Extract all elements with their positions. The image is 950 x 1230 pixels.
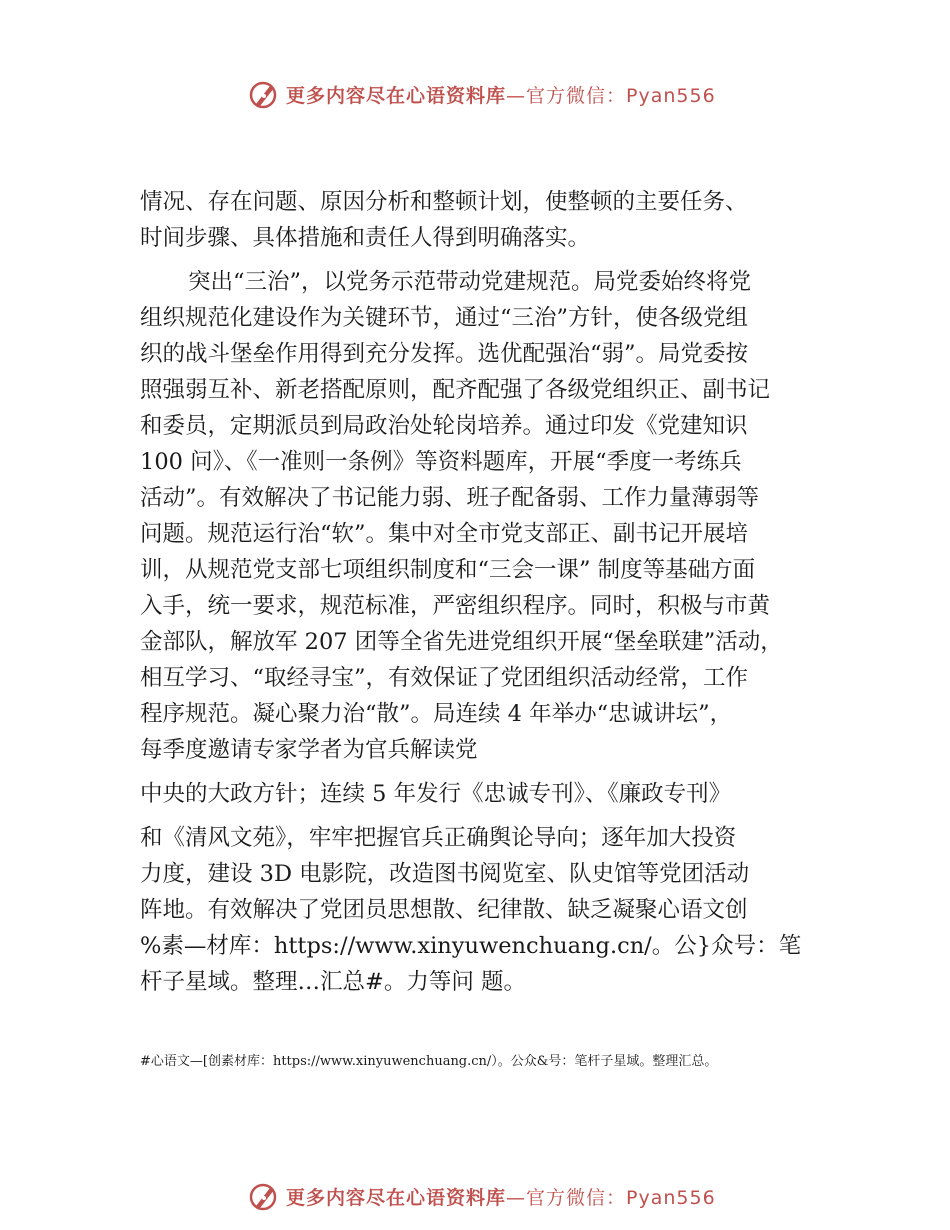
body-line: 金部队，解放军 207 团等全省先进党组织开展“堡垒联建”活动， bbox=[140, 629, 783, 655]
body-line: 时间步骤、具体措施和责任人得到明确落实。 bbox=[140, 225, 591, 251]
body-line: 组织规范化建设作为关键环节，通过“三治”方针，使各级党组 bbox=[140, 305, 749, 331]
pen-nib-logo-icon bbox=[248, 1180, 280, 1212]
header-banner-main: 更多内容尽在心语资料库 bbox=[286, 84, 507, 107]
body-line: 中央的大政方针；连续 5 年发行《忠诚专刊》、《廉政专刊》 bbox=[140, 781, 732, 807]
header-banner-text bbox=[286, 81, 716, 108]
body-line: 和《清风文苑》，牢牢把握官兵正确舆论导向；逐年加大投资 bbox=[140, 825, 737, 851]
body-line: 问题。规范运行治“软”。集中对全市党支部正、副书记开展培 bbox=[140, 521, 749, 547]
body-line: 阵地。有效解决了党团员思想散、纪律散、缺乏凝聚心语文创 bbox=[140, 897, 748, 923]
footer-banner bbox=[248, 1178, 748, 1214]
body-line: 相互学习、“取经寻宝”，有效保证了党团组织活动经常，工作 bbox=[140, 665, 749, 691]
footer-banner-text bbox=[286, 1183, 716, 1210]
body-line: %素—材库：https://www.xinyuwenchuang.cn/。公}众号：笔 bbox=[140, 933, 802, 959]
body-line: 和委员，定期派员到局政治处轮岗培养。通过印发《党建知识 bbox=[140, 413, 748, 439]
body-line: 入手，统一要求，规范标准，严密组织程序。同时，积极与市黄 bbox=[140, 593, 771, 619]
footer-banner-main: 更多内容尽在心语资料库 bbox=[286, 1186, 507, 1209]
paragraph-start: 突出“三治”，以党务示范带动党建规范。局党委始终将党 bbox=[188, 269, 752, 295]
body-line: 情况、存在问题、原因分析和整顿计划，使整顿的主要任务、 bbox=[140, 189, 748, 215]
header-banner bbox=[248, 76, 748, 112]
document-body bbox=[140, 184, 840, 1000]
header-banner-wechat: —官方微信：Pyan556 bbox=[506, 84, 716, 107]
body-line: 杆子星域。整理…汇总#。力等问 题。 bbox=[140, 969, 527, 995]
body-line: 织的战斗堡垒作用得到充分发挥。选优配强治“弱”。局党委按 bbox=[140, 341, 749, 367]
body-line: 力度，建设 3D 电影院，改造图书阅览室、队史馆等党团活动 bbox=[140, 861, 750, 887]
body-line: 照强弱互补、新老搭配原则，配齐配强了各级党组织正、副书记 bbox=[140, 377, 771, 403]
body-line: 每季度邀请专家学者为官兵解读党 bbox=[140, 737, 478, 763]
body-line: 100 问》、《一准则一条例》等资料题库，开展“季度一考练兵 bbox=[140, 449, 742, 475]
footer-banner-wechat: —官方微信：Pyan556 bbox=[506, 1186, 716, 1209]
pen-nib-logo-icon bbox=[248, 78, 280, 110]
body-line: 训，从规范党支部七项组织制度和“三会一课” 制度等基础方面 bbox=[140, 557, 756, 583]
body-line: 活动”。有效解决了书记能力弱、班子配备弱、工作力量薄弱等 bbox=[140, 485, 760, 511]
footnote: #心语文—[创素材库：https://www.xinyuwenchuang.cn/）。公众&号：笔杆子星域。整理汇总。 bbox=[140, 1054, 718, 1069]
body-line: 程序规范。凝心聚力治“散”。局连续 4 年举办“忠诚讲坛”， bbox=[140, 701, 733, 727]
